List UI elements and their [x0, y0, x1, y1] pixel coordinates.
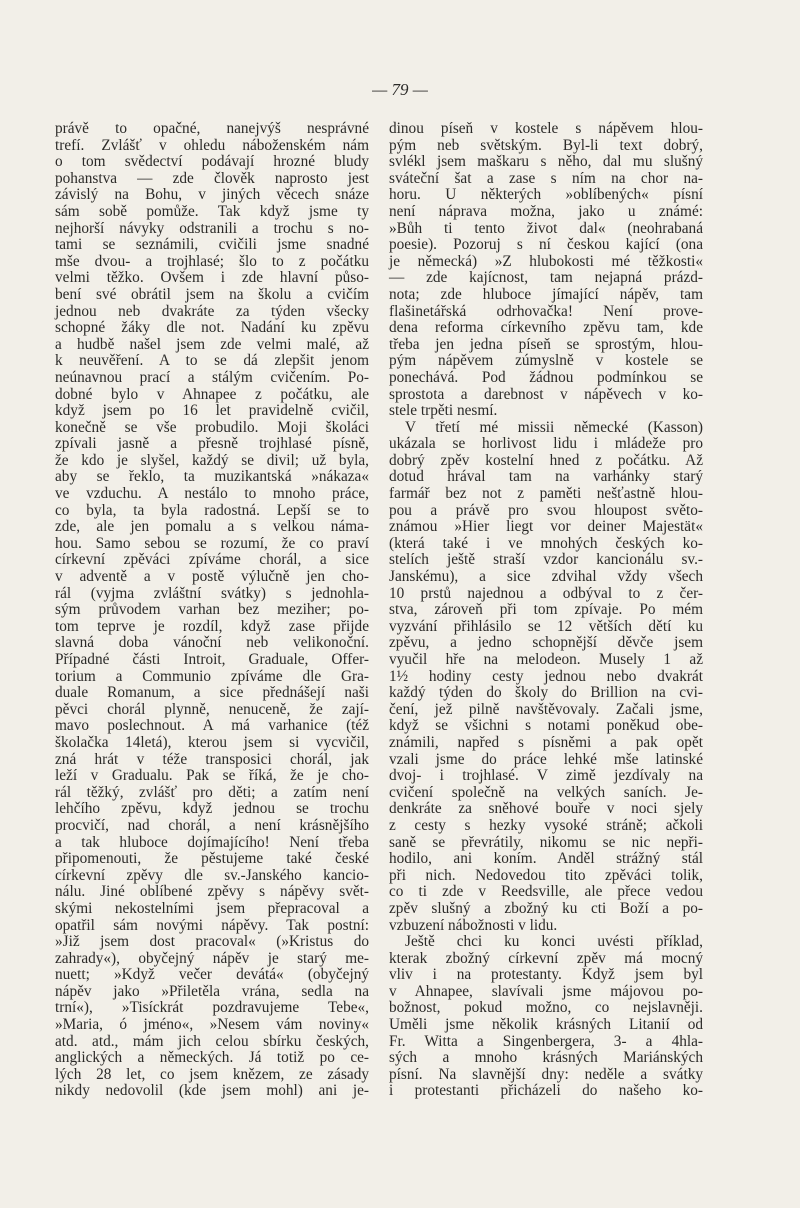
text-line: sám sobě pomůže. Tak když jsme ty — [55, 202, 369, 220]
text-line: ponechává. Pod žádnou podmínkou se — [389, 368, 703, 386]
text-line: když jsem po 16 let pravidelně cvičil, — [55, 402, 369, 420]
text-line: je německá) »Z hlubokosti mé těžkosti« — [389, 252, 703, 270]
text-line: školačka 14letá), kterou jsem si vycvičil, — [55, 733, 369, 751]
text-line: torium a Communio zpíváme dle Gra- — [55, 667, 369, 685]
text-line: ukázala se horlivost lidu i mládeže pro — [389, 435, 703, 453]
text-line: leží v Gradualu. Pak se říká, že je cho- — [55, 767, 369, 785]
text-line: rál těžký, zvlášť pro děti; a zatím není — [55, 783, 369, 801]
text-line: pou a právě pro svou hloupost světo- — [389, 501, 703, 519]
text-line: sváteční šat a zase s ním na chor na- — [389, 169, 703, 187]
text-line: a hudbě našel jsem zde velmi malé, až — [55, 335, 369, 353]
text-line: — zde kajícnost, tam nejapná prázd- — [389, 269, 703, 287]
text-line: (která také i ve mnohých českých ko- — [389, 534, 703, 552]
text-line: »Bůh ti tento život dal« (neohrabaná — [389, 219, 703, 237]
text-line: zahrady«), obyčejný nápěv je starý me- — [55, 949, 369, 967]
text-line: při nich. Nedovedou tito zpěváci tolik, — [389, 866, 703, 884]
text-line: třeba jen jedna píseň se sprostým, hlou- — [389, 335, 703, 353]
text-line: ve vzduchu. A nestálo to mnoho práce, — [55, 485, 369, 503]
text-line: církevní zpěváci zpíváme chorál, a sice — [55, 551, 369, 569]
text-line: konečně se vše probudilo. Moji školáci — [55, 418, 369, 436]
text-line: poesie). Pozoruj s ní českou kající (ona — [389, 236, 703, 254]
text-line: že kdo je slyšel, každý se divil; už byla, — [55, 451, 369, 469]
text-line: každý týden do školy do Brillion na cvi- — [389, 684, 703, 702]
text-line: když se všichni s notami poněkud obe- — [389, 717, 703, 735]
right-text-column — [389, 121, 703, 1100]
text-line: tami se seznámili, cvičili jsme snadné — [55, 236, 369, 254]
text-line: nálu. Jiné oblíbené zpěvy s nápěvy svět- — [55, 883, 369, 901]
text-line: »Maria, ó jméno«, »Nesem vám noviny« — [55, 1016, 369, 1034]
text-line: velmi těžko. Ovšem i zde hlavní půso- — [55, 269, 369, 287]
text-line: k neuvěření. A to se dá zlepšit jenom — [55, 352, 369, 370]
text-line: saně se převrátily, nikomu se nic nepři- — [389, 833, 703, 851]
text-line: cvičení společně na velkých saních. Je- — [389, 783, 703, 801]
text-line: závislý na Bohu, v jiných věcech snáze — [55, 186, 369, 204]
text-line: dobrý zpěv kostelní hned z počátku. Až — [389, 451, 703, 469]
text-line: schopné žáky dle not. Nadání ku zpěvu — [55, 319, 369, 337]
text-line: písní. Na slavnější dny: neděle a svátky — [389, 1065, 703, 1083]
text-line: nuett; »Když večer devátá« (obyčejný — [55, 966, 369, 984]
text-line: stva, zároveň při tom zpívaje. Po mém — [389, 601, 703, 619]
text-line: lehčího zpěvu, když jednou se trochu — [55, 800, 369, 818]
text-line: z cesty s hezky vysoké stráně; ačkoli — [389, 816, 703, 834]
text-line: 10 prstů najednou a odbýval to z čer- — [389, 584, 703, 602]
text-line: anglických a německých. Já totiž po ce- — [55, 1049, 369, 1067]
text-line: vyzvání přihlásilo se 12 větších dětí ku — [389, 617, 703, 635]
text-line: dobné bylo v Ahnapee z počátku, ale — [55, 385, 369, 403]
text-line: hou. Samo sebou se rozumí, že co praví — [55, 534, 369, 552]
text-line: zpěvu, a jedno schopnější děvče jsem — [389, 634, 703, 652]
text-line: dinou píseň v kostele s nápěvem hlou- — [389, 120, 703, 137]
text-line: lých 28 let, co jsem knězem, ze zásady — [55, 1065, 369, 1083]
text-line: horu. U některých »oblíbených« písní — [389, 186, 703, 204]
text-line: zpěv slušný a zbožný ku cti Boží a po- — [389, 899, 703, 917]
text-line: aby se řeklo, ta muzikantská »nákaza« — [55, 468, 369, 486]
text-line: atd. atd., mám jich celou sbírku českých, — [55, 1032, 369, 1050]
text-line: vzbuzení nábožnosti v lidu. — [389, 916, 558, 934]
text-line: Případné části Introit, Graduale, Offer- — [55, 651, 369, 668]
text-line: trefí. Zvlášť v ohledu náboženském nám — [55, 136, 369, 154]
text-line: skými nekostelními jsem přepracoval a — [55, 899, 369, 917]
text-line: vliv i na protestanty. Když jsem byl — [389, 966, 703, 984]
text-line: připomenouti, že pěstujeme také české — [55, 850, 369, 868]
text-line: nota; zde hluboce jímající nápěv, tam — [389, 285, 703, 303]
text-line: dotud hrával tam na varhánky starý — [389, 468, 703, 486]
text-line: farmář bez not z paměti nešťastně hlou- — [389, 485, 703, 503]
text-line: sým průvodem varhan bez meziher; po- — [55, 601, 369, 619]
text-line: dena reforma církevního zpěvu tam, kde — [389, 319, 703, 337]
text-line: známou »Hier liegt vor deiner Majestät« — [389, 518, 703, 536]
text-line: trní«), »Tisíckrát pozdravujeme Tebe«, — [55, 999, 369, 1017]
text-line: známili, napřed s písněmi a pak opět — [389, 733, 703, 751]
text-line: co ti zde v Reedsville, ale přece vedou — [389, 883, 703, 901]
text-line: mavo poslechnout. A má varhanice (též — [55, 717, 369, 735]
text-line: právě to opačné, nanejvýš nesprávné — [55, 120, 369, 137]
text-line: svlékl jsem maškaru s něho, dal mu slušný — [389, 153, 703, 171]
page-number: — 79 — — [372, 80, 428, 99]
text-line: 1½ hodiny cesty jednou nebo dvakrát — [389, 667, 703, 685]
text-line: opatřil sám novými nápěvy. Tak postní: — [55, 916, 369, 934]
text-line: Ještě chci ku konci uvésti příklad, — [405, 933, 703, 951]
text-line: i protestanti přicházeli do našeho ko- — [389, 1082, 703, 1100]
text-line: o tom svědectví podávají hrozné bludy — [55, 153, 369, 171]
text-line: duale Romanum, a sice přednášejí naši — [55, 684, 369, 702]
text-line: a tak hluboce dojímajícího! Není třeba — [55, 833, 369, 851]
text-line: zpívali jasně a přesně trojhlasé písně, — [55, 435, 369, 453]
text-line: nejhorší návyky odstranili a trochu s no- — [55, 219, 369, 237]
text-line: bení své obrátil jsem na školu a cvičím — [55, 285, 369, 303]
text-line: neúnavnou prací a stálým cvičením. Po- — [55, 368, 369, 386]
text-line: slavná doba vánoční neb velikonoční. — [55, 634, 369, 652]
text-line: co byla, ta byla radostná. Lepší se to — [55, 501, 369, 519]
text-line: dvoj- i trojhlasé. V zimě jezdívaly na — [389, 767, 703, 785]
text-line: zná hrát v téže transposici chorál, jak — [55, 750, 369, 768]
text-line: mše dvou- a trojhlasé; šlo to z počátku — [55, 252, 369, 270]
left-text-column — [55, 121, 369, 1100]
text-line: vzali jsme do práce lehké mše latinské — [389, 750, 703, 768]
text-line: stelích ještě straší vzdor kancionálu sv.- — [389, 551, 703, 569]
text-line: čení, jež pilně navštěvovaly. Začali jsme, — [389, 700, 703, 718]
text-line: církevní zpěvy dle sv.-Janského kancio- — [55, 866, 369, 884]
text-line: v Ahnapee, slavívali jsme májovou po- — [389, 982, 703, 1000]
text-line: sprostota a darebnost v nápěvech v ko- — [389, 385, 703, 403]
text-line: V třetí mé missii německé (Kasson) — [405, 418, 703, 436]
text-line: Fr. Witta a Singenbergera, 3- a 4hla- — [389, 1032, 703, 1050]
text-line: hodilo, ani koním. Anděl strážný stál — [389, 850, 703, 868]
text-line: pým nápěvem zúmyslně v kostele se — [389, 352, 703, 370]
text-line: nikdy nedovolil (kde jsem mohl) ani je- — [55, 1082, 369, 1100]
text-line: vyučil hře na melodeon. Musely 1 až — [389, 651, 703, 668]
text-line: stele trpěti nesmí. — [389, 402, 498, 420]
text-line: božnost, pokud možno, co nejslavněji. — [389, 999, 703, 1017]
text-line: tom teprve je rozdíl, když zase přijde — [55, 617, 369, 635]
text-line: procvičí, nad chorál, a není krásnějšího — [55, 816, 369, 834]
text-line: Uměli jsme několik krásných Litanií od — [389, 1016, 703, 1034]
text-line: pěvci chorál plynně, nenuceně, že zají- — [55, 700, 369, 718]
text-line: »Již jsem dost pracoval« (»Kristus do — [55, 933, 369, 951]
text-line: nápěv jako »Přiletěla vrána, sedla na — [55, 982, 369, 1000]
text-line: není náprava možna, jako u známé: — [389, 202, 703, 220]
text-line: rál (vyjma zvláštní svátky) s jednohla- — [55, 584, 369, 602]
text-line: v adventě a v postě výlučně jen cho- — [55, 568, 369, 586]
text-line: jednou neb dvakráte za týden všecky — [55, 302, 369, 320]
text-line: sých a mnoho krásných Mariánských — [389, 1049, 703, 1067]
text-line: denkráte za sněhové bouře v noci sjely — [389, 800, 703, 818]
text-line: pým neb světským. Byl-li text dobrý, — [389, 136, 703, 154]
text-line: kterak zbožný církevní zpěv má mocný — [389, 949, 703, 967]
text-line: flašinetářská odrhovačka! Není prove- — [389, 302, 703, 320]
text-line: pohanstva — zde člověk naprosto jest — [55, 169, 369, 187]
text-line: Janskému), a sice zdvihal vždy všech — [389, 568, 703, 586]
text-line: zde, ale jen pomalu a s velkou náma- — [55, 518, 369, 536]
